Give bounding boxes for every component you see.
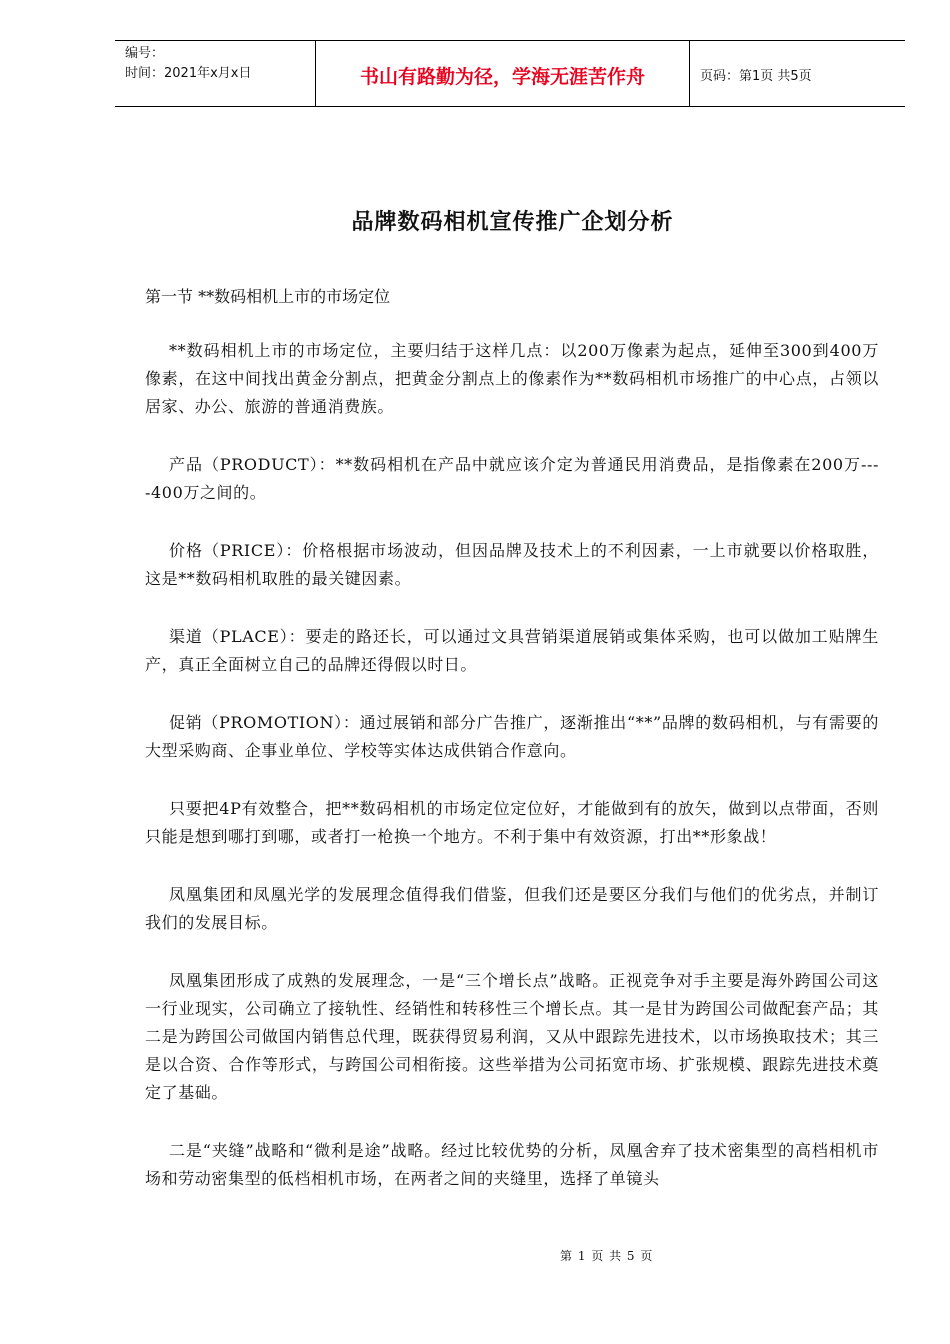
document-title: 品牌数码相机宣传推广企划分析	[351, 210, 674, 235]
body-paragraph: 只要把4P有效整合，把**数码相机的市场定位定位好，才能做到有的放矢，做到以点带面，否则只能是想到哪打到哪，或者打一枪换一个地方。不利于集中有效资源，打出**形象战！	[145, 799, 879, 846]
section-heading: 第一节 **数码相机上市的市场定位	[145, 287, 391, 306]
body-paragraph: 凤凰集团形成了成熟的发展理念，一是“三个增长点”战略。正视竞争对手主要是海外跨国公司这一行业现实，公司确立了接轨性、经销性和转移性三个增长点。其一是甘为跨国公司做配套产品；其二是为跨国公司做国内销售总代理，既获得贸易利润，又从中跟踪先进技术，以市场换取技术；其三是以合资、合作等形式，与跨国公司相衔接。这些举措为公司拓宽市场、扩张规模、跟踪先进技术奠定了基础。	[145, 971, 879, 1102]
header-motto: 书山有路勤为径，学海无涯苦作舟	[359, 66, 645, 88]
header-page-label: 页码：第1页 共5页	[700, 69, 812, 84]
body-paragraph: **数码相机上市的市场定位，主要归结于这样几点：以200万像素为起点，延伸至300到400万像素，在这中间找出黄金分割点，把黄金分割点上的像素作为**数码相机市场推广的中心点，占领以居家、办公、旅游的普通消费族。	[145, 341, 879, 416]
body-paragraph: 渠道（PLACE）：要走的路还长，可以通过文具营销渠道展销或集体采购，也可以做加工贴牌生产，真正全面树立自己的品牌还得假以时日。	[145, 627, 879, 674]
body-paragraph: 凤凰集团和凤凰光学的发展理念值得我们借鉴，但我们还是要区分我们与他们的优劣点，并制订我们的发展目标。	[145, 885, 879, 932]
document-number-label: 编号：	[125, 46, 165, 61]
header-meta-cell	[115, 41, 316, 106]
body-paragraph: 产品（PRODUCT）：**数码相机在产品中就应该介定为普通民用消费品，是指像素在200万----400万之间的。	[145, 455, 879, 502]
header-motto-cell	[316, 41, 690, 106]
body-paragraph: 二是“夹缝”战略和“微利是途”战略。经过比较优势的分析，凤凰舍弃了技术密集型的高档相机市场和劳动密集型的低档相机市场，在两者之间的夹缝里，选择了单镜头	[145, 1141, 879, 1188]
document-header	[115, 40, 905, 107]
header-page-cell	[690, 41, 905, 106]
body-paragraph: 促销（PROMOTION）：通过展销和部分广告推广，逐渐推出“**”品牌的数码相机，与有需要的大型采购商、企事业单位、学校等实体达成供销合作意向。	[145, 713, 879, 760]
document-body	[145, 337, 879, 1223]
page-footer: 第 1 页 共 5 页	[560, 1249, 654, 1263]
document-time-label: 时间：2021年x月x日	[125, 66, 252, 81]
body-paragraph: 价格（PRICE）：价格根据市场波动，但因品牌及技术上的不利因素，一上市就要以价格取胜，这是**数码相机取胜的最关键因素。	[145, 541, 879, 588]
